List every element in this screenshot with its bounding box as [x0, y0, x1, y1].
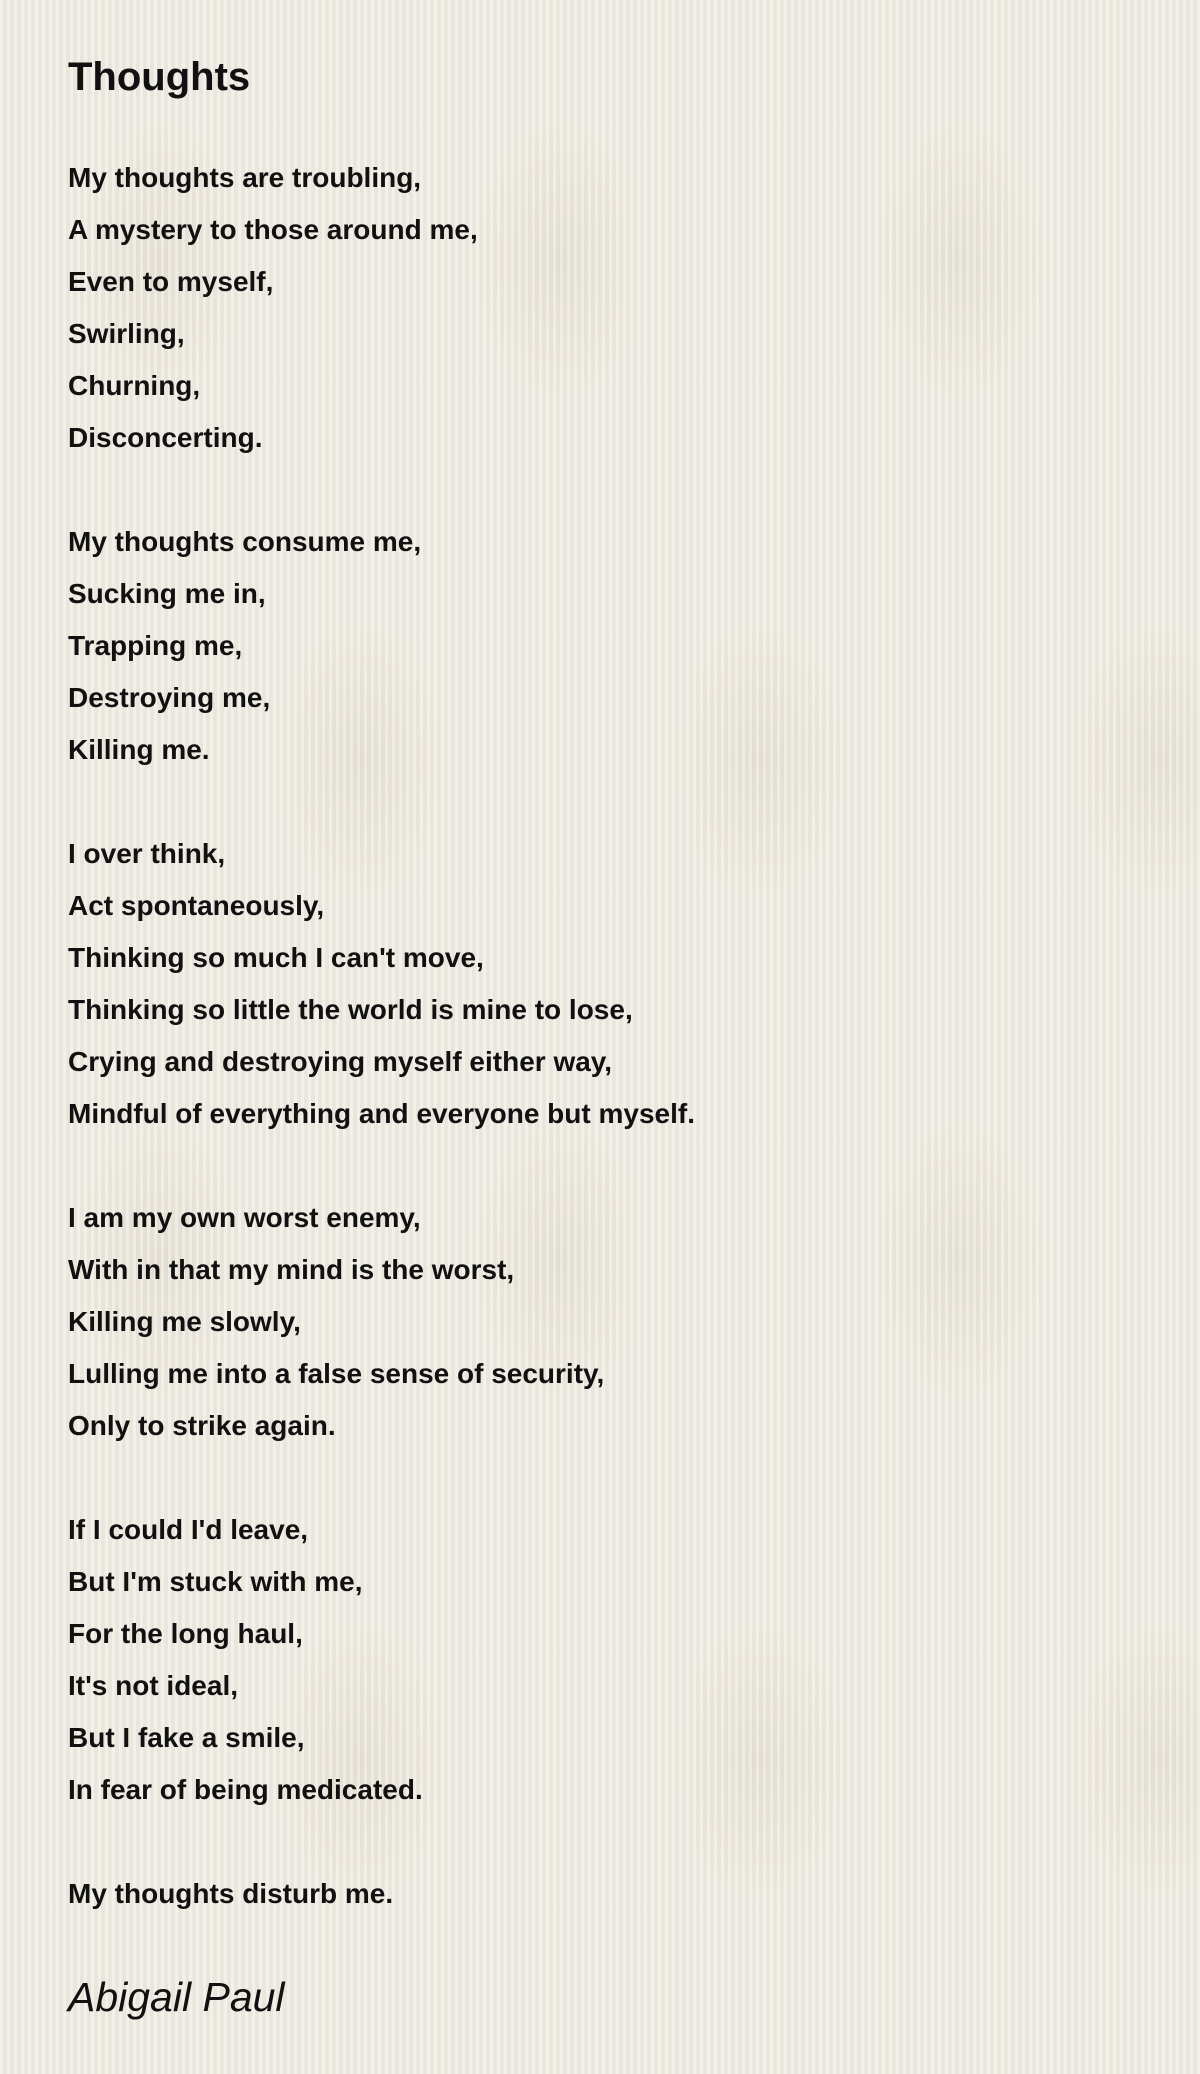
poem-title: Thoughts — [68, 55, 251, 99]
poem-line: Crying and destroying myself either way, — [68, 1046, 613, 1077]
poem-line: My thoughts disturb me. — [68, 1878, 394, 1909]
stanza — [68, 516, 1128, 776]
poem-line: Killing me. — [68, 734, 210, 765]
poem-page — [68, 52, 1128, 1972]
poem-line: My thoughts consume me, — [68, 526, 422, 557]
poem-line: Trapping me, — [68, 630, 243, 661]
poem-line: I am my own worst enemy, — [68, 1202, 421, 1233]
poem-line: Churning, — [68, 370, 201, 401]
stanza — [68, 1504, 1128, 1816]
poem-line: My thoughts are troubling, — [68, 162, 422, 193]
poem-line: But I'm stuck with me, — [68, 1566, 363, 1597]
poem-line: Only to strike again. — [68, 1410, 336, 1441]
poem-line: Even to myself, — [68, 266, 274, 297]
poem-line: A mystery to those around me, — [68, 214, 478, 245]
poem-line: Mindful of everything and everyone but myself. — [68, 1098, 695, 1129]
poem-line: Swirling, — [68, 318, 185, 349]
stanza — [68, 1868, 1128, 1920]
poem-line: In fear of being medicated. — [68, 1774, 423, 1805]
poem-line: With in that my mind is the worst, — [68, 1254, 515, 1285]
poem-line: I over think, — [68, 838, 226, 869]
poem-line: But I fake a smile, — [68, 1722, 305, 1753]
poem-line: If I could I'd leave, — [68, 1514, 309, 1545]
poem-line: For the long haul, — [68, 1618, 303, 1649]
poem-line: Killing me slowly, — [68, 1306, 301, 1337]
stanza — [68, 152, 1128, 464]
poem-line: It's not ideal, — [68, 1670, 239, 1701]
poem-line: Disconcerting. — [68, 422, 263, 453]
poem-body — [68, 152, 1128, 1920]
poem-line: Lulling me into a false sense of security, — [68, 1358, 605, 1389]
poem-author: Abigail Paul — [68, 1974, 285, 2020]
poem-line: Thinking so little the world is mine to lose, — [68, 994, 633, 1025]
stanza — [68, 828, 1128, 1140]
poem-line: Thinking so much I can't move, — [68, 942, 484, 973]
stanza — [68, 1192, 1128, 1452]
poem-line: Sucking me in, — [68, 578, 266, 609]
poem-line: Act spontaneously, — [68, 890, 325, 921]
poem-line: Destroying me, — [68, 682, 271, 713]
